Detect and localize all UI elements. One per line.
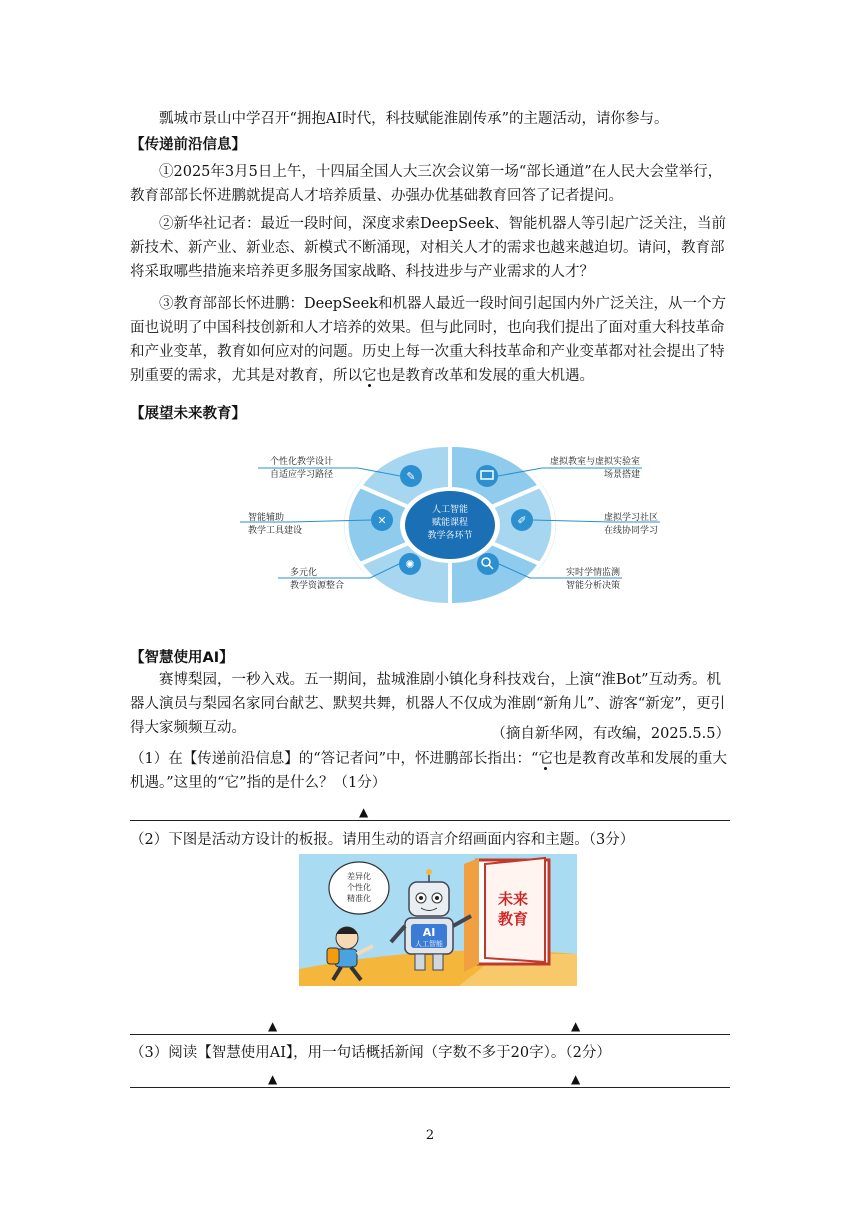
paragraph-1: ①2025年3月5日上午，十四届全国人大三次会议第一场“部长通道”在人民大会堂举行，教育部部长怀进鹏就提高人才培养质量、办强办优基础教育回答了记者提问。 [130,164,723,204]
svg-text:✕: ✕ [377,514,387,527]
item-label-2b: 教学工具建设 [248,526,303,536]
answer-mark-3a: ▲ [268,1072,278,1086]
item-label-3b: 教学资源整合 [290,581,345,591]
robot-label-ai: AI [422,926,436,939]
bubble-text-3: 精准化 [347,894,371,903]
bubble-text-1: 差异化 [347,872,371,881]
svg-text:✎: ✎ [406,470,416,483]
pen-icon [511,509,533,531]
item-label-4b: 场景搭建 [603,470,640,480]
answer-line-1[interactable] [130,820,730,821]
door-text-2: 教育 [497,910,529,928]
pencil-ruler-icon [400,465,422,487]
answer-line-3[interactable] [130,1087,730,1088]
item-label-5b: 在线协同学习 [603,526,658,536]
center-line-2: 赋能课程 [431,518,469,528]
answer-mark-2b: ▲ [571,1019,581,1033]
center-line-3: 教学各环节 [427,531,473,541]
question-1-dot-word: 它 [538,751,553,767]
svg-text:✐: ✐ [517,514,527,527]
section-title-frontier: 【传递前沿信息】 [130,137,246,153]
answer-mark-1: ▲ [359,805,369,819]
item-label-3a: 多元化 [290,568,318,578]
item-label-4a: 虚拟教室与虚拟实验室 [549,457,640,467]
question-2: （2）下图是活动方设计的板报。请用生动的语言介绍画面内容和主题。（3分） [130,832,635,848]
section-title-future: 【展望未来教育】 [130,406,246,422]
paragraph-2: ②新华社记者：最近一段时间，深度求索DeepSeek、智能机器人等引起广泛关注，当前新技术、新产业、新业态、新模式不断涌现，对相关人才的需求也越来越迫切。请问，教育部将采取哪些措施来培养更多服务国家战略、科技进步与产业需求的人才？ [130,216,726,280]
section-title-smart-ai: 【智慧使用AI】 [130,650,234,666]
poster-illustration [299,854,577,986]
paragraph-3 [130,292,730,388]
answer-line-2[interactable] [130,1034,730,1035]
question-1-text: （1）在【传递前沿信息】的“答记者问”中，怀进鹏部长指出：“ [130,751,539,767]
door-edge [464,858,479,972]
item-label-6a: 实时学情监测 [565,568,620,578]
gear-icon [399,553,421,575]
answer-mark-3b: ▲ [571,1072,581,1086]
center-line-1: 人工智能 [431,505,469,515]
intro-text: 瓢城市景山中学召开“拥抱AI时代，科技赋能淮剧传承”的主题活动，请你参与。 [159,111,669,127]
item-label-1b: 自适应学习路径 [270,470,334,480]
robot-label-cn: 人工智能 [415,940,443,948]
news-paragraph: 赛博梨园，一秒入戏。五一期间，盐城淮剧小镇化身科技戏台，上演“淮Bot”互动秀。机器人演员与梨园名家同台献艺、默契共舞，机器人不仅成为淮剧“新角儿”、游客“新宠”，更引得大家频频互动。 [130,672,726,736]
magnifier-icon [477,553,499,575]
news-source: （摘自新华网，有改编，2025.5.5） [491,726,730,742]
door-text-1: 未来 [497,890,529,908]
monitor-icon [476,465,498,487]
question-1-tail: 也是教育改革和发展的重大机遇。”这里的“它”指的是什么？（1分） [130,751,727,791]
paragraph-3-tail: 也是教育改革和发展的重大机遇。 [376,368,594,384]
svg-text:✺: ✺ [405,558,415,571]
paragraph-3-text: ③教育部部长怀进鹏：DeepSeek和机器人最近一段时间引起国内外广泛关注，从一个方面也说明了中国科技创新和人才培养的效果。但与此同时，也向我们提出了面对重大科技革命和产业变革，教育如何应对的问题。历史上每一次重大科技革命和产业变革都对社会提出了特别重要的需求，尤其是对教育，所以 [130,296,726,384]
item-label-6b: 智能分析决策 [565,581,620,591]
item-label-5a: 虚拟学习社区 [603,513,658,523]
tools-icon [371,509,393,531]
page-number: 2 [425,1128,435,1143]
answer-mark-2a: ▲ [268,1019,278,1033]
question-1 [130,747,730,795]
item-label-1a: 个性化教学设计 [270,457,334,467]
future-education-diagram [230,440,670,610]
bubble-text-2: 个性化 [347,883,371,892]
question-3: （3）阅读【智慧使用AI】，用一句话概括新闻（字数不多于20字）。（2分） [130,1045,611,1061]
item-label-2a: 智能辅助 [248,513,285,523]
emphasis-dot-word: 它 [362,368,377,384]
